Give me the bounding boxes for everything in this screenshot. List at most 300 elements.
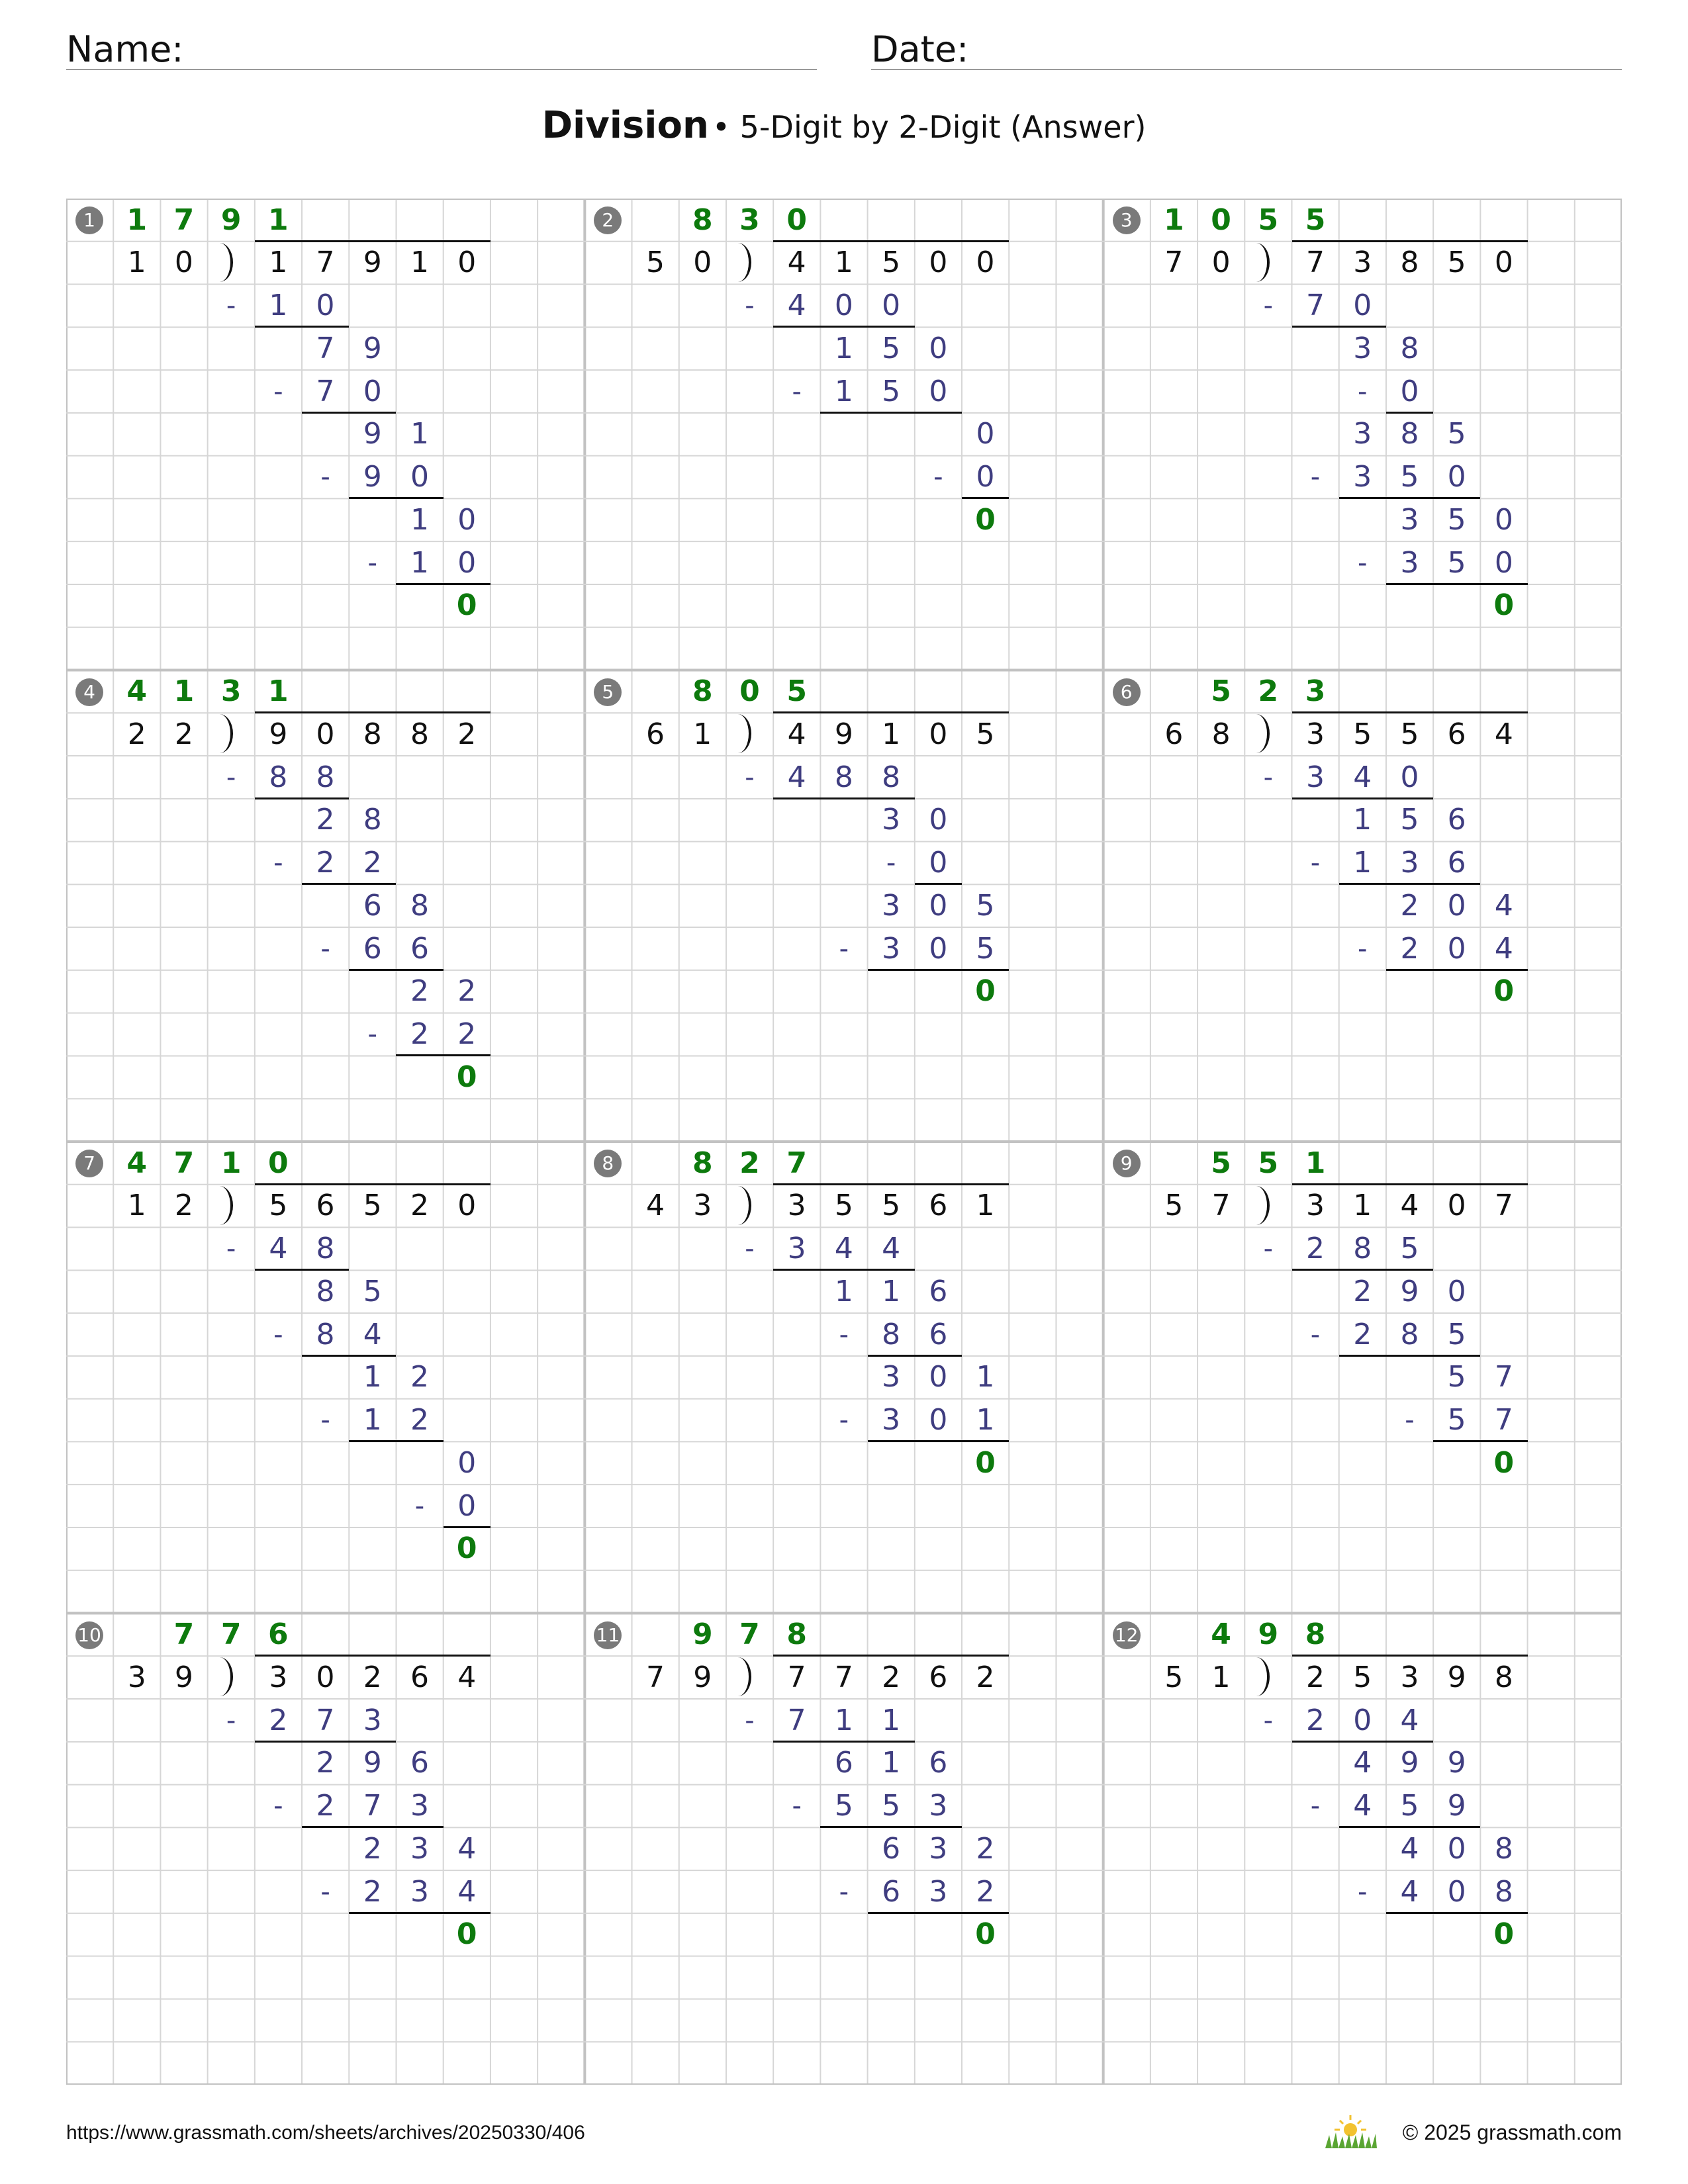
quotient-digit: 1 [268, 674, 289, 708]
dividend-digit: 5 [1400, 717, 1419, 751]
partial-dividend-digit: 4 [1400, 1831, 1419, 1866]
divisor-digit: 2 [127, 717, 146, 751]
partial-dividend-digit: 3 [882, 1360, 901, 1394]
subtrahend-digit: 6 [1447, 846, 1466, 880]
partial-dividend-digit: 3 [1353, 417, 1372, 451]
subtrahend-digit: 8 [882, 760, 901, 794]
subtrahend-digit: 3 [1400, 545, 1419, 580]
subtrahend-digit: 0 [929, 846, 948, 880]
subtrahend-digit: 6 [882, 1874, 901, 1909]
problem-number-badge: 3 [1113, 206, 1141, 234]
minus-sign: - [839, 1319, 849, 1350]
subtrahend-digit: 0 [1447, 460, 1466, 494]
partial-dividend-digit: 6 [929, 1746, 948, 1780]
divisor-digit: 0 [174, 246, 193, 280]
dividend-digit: 3 [269, 1660, 288, 1694]
minus-sign: - [745, 1234, 755, 1265]
dividend-digit: 7 [787, 1660, 806, 1694]
partial-dividend-digit: 8 [410, 888, 429, 923]
dividend-digit: 2 [457, 717, 477, 751]
subtrahend-digit: 7 [316, 1703, 335, 1737]
partial-dividend-digit: 1 [882, 1746, 901, 1780]
dividend-digit: 0 [976, 246, 995, 280]
subtrahend-digit: 7 [1306, 289, 1325, 323]
quotient-digit: 7 [173, 1617, 195, 1651]
subtrahend-digit: 2 [269, 1703, 288, 1737]
dividend-digit: 4 [1400, 1189, 1419, 1223]
subtrahend-digit: 5 [1447, 1317, 1466, 1351]
partial-dividend-digit: 0 [1447, 1831, 1466, 1866]
quotient-digit: 5 [1258, 203, 1279, 237]
subtrahend-digit: 3 [410, 1789, 429, 1823]
partial-dividend-digit: 5 [976, 888, 995, 923]
subtrahend-digit: 0 [1353, 289, 1372, 323]
minus-sign: - [226, 1234, 236, 1265]
problem-number-badge: 5 [594, 678, 622, 706]
minus-sign: - [933, 462, 943, 493]
subtrahend-digit: 0 [363, 374, 382, 408]
dividend-digit: 1 [269, 246, 288, 280]
dividend-digit: 5 [1353, 717, 1372, 751]
partial-dividend-digit: 2 [976, 1831, 995, 1866]
minus-sign: - [320, 1405, 330, 1436]
dividend-digit: 1 [882, 717, 901, 751]
partial-dividend-digit: 5 [882, 331, 901, 365]
dividend-digit: 0 [457, 246, 477, 280]
minus-sign: - [1358, 933, 1368, 964]
grass-sun-logo-icon [1324, 2113, 1377, 2148]
partial-dividend-digit: 5 [1447, 1360, 1466, 1394]
worksheet-grid [66, 199, 1622, 2085]
partial-dividend-digit: 8 [1400, 417, 1419, 451]
subtrahend-digit: 9 [1447, 1789, 1466, 1823]
partial-dividend-digit: 9 [1400, 1274, 1419, 1308]
minus-sign: - [1263, 1705, 1274, 1736]
divisor-digit: 5 [646, 246, 665, 280]
division-bar [1292, 240, 1528, 242]
minus-sign: - [839, 1405, 849, 1436]
division-bar [773, 240, 1009, 242]
remainder-digit: 0 [456, 1531, 477, 1566]
subtrahend-digit: 1 [363, 1403, 382, 1437]
partial-dividend-digit: 7 [1494, 1360, 1513, 1394]
divisor-digit: 1 [127, 246, 146, 280]
dividend-digit: 0 [316, 1660, 335, 1694]
partial-dividend-digit: 0 [1494, 502, 1513, 537]
quotient-digit: 3 [739, 203, 760, 237]
subtrahend-digit: 5 [1447, 1403, 1466, 1437]
dividend-digit: 6 [1447, 717, 1466, 751]
minus-sign: - [886, 848, 896, 879]
quotient-digit: 4 [126, 1146, 148, 1180]
partial-dividend-digit: 0 [929, 331, 948, 365]
dividend-digit: 9 [269, 717, 288, 751]
minus-sign: - [1263, 1234, 1274, 1265]
subtrahend-digit: 4 [882, 1232, 901, 1266]
dividend-digit: 5 [834, 1189, 853, 1223]
subtrahend-digit: 5 [1400, 1232, 1419, 1266]
divisor-digit: 6 [646, 717, 665, 751]
partial-dividend-digit: 4 [457, 1831, 477, 1866]
subtraction-line [349, 1440, 443, 1442]
partial-dividend-digit: 1 [882, 1274, 901, 1308]
subtrahend-digit: 4 [269, 1232, 288, 1266]
subtrahend-digit: 0 [834, 289, 853, 323]
partial-dividend-digit: 3 [410, 1831, 429, 1866]
partial-dividend-digit: 9 [1400, 1746, 1419, 1780]
remainder-digit: 0 [975, 1917, 996, 1952]
partial-dividend-digit: 0 [457, 1445, 477, 1480]
partial-dividend-digit: 2 [363, 1831, 382, 1866]
division-bar [773, 1655, 1009, 1657]
minus-sign: - [792, 1791, 802, 1822]
partial-dividend-digit: 1 [1353, 803, 1372, 837]
partial-dividend-digit: 3 [882, 888, 901, 923]
dividend-digit: 7 [1494, 1189, 1513, 1223]
dividend-digit: 7 [1306, 246, 1325, 280]
subtrahend-digit: 2 [1353, 1317, 1372, 1351]
partial-dividend-digit: 6 [1447, 803, 1466, 837]
dividend-digit: 9 [1447, 1660, 1466, 1694]
subtrahend-digit: 9 [363, 460, 382, 494]
dividend-digit: 2 [363, 1660, 382, 1694]
subtrahend-digit: 2 [316, 846, 335, 880]
subtrahend-digit: 2 [457, 1017, 477, 1052]
subtrahend-digit: 7 [787, 1703, 806, 1737]
dividend-digit: 4 [457, 1660, 477, 1694]
division-bar [773, 711, 1009, 713]
subtrahend-digit: 7 [363, 1789, 382, 1823]
partial-dividend-digit: 0 [976, 417, 995, 451]
partial-dividend-digit: 1 [834, 1274, 853, 1308]
divisor-digit: 3 [693, 1189, 712, 1223]
problem-number-badge: 10 [75, 1621, 103, 1649]
subtrahend-digit: 1 [834, 374, 853, 408]
divisor-digit: 0 [1211, 246, 1231, 280]
subtrahend-digit: 8 [1400, 1317, 1419, 1351]
dividend-digit: 5 [363, 1189, 382, 1223]
subtrahend-digit: 2 [410, 1017, 429, 1052]
subtrahend-digit: 5 [1447, 545, 1466, 580]
quotient-digit: 1 [126, 203, 148, 237]
quotient-digit: 8 [786, 1617, 807, 1651]
minus-sign: - [1358, 1876, 1368, 1907]
minus-sign: - [226, 1705, 236, 1736]
dividend-digit: 8 [410, 717, 429, 751]
quotient-digit: 4 [126, 674, 148, 708]
subtrahend-digit: 8 [1353, 1232, 1372, 1266]
dividend-digit: 4 [787, 717, 806, 751]
problem-number-badge: 2 [594, 206, 622, 234]
dividend-digit: 3 [1306, 1189, 1325, 1223]
dividend-digit: 0 [1447, 1189, 1466, 1223]
division-bar [773, 1183, 1009, 1185]
remainder-digit: 0 [456, 588, 477, 623]
partial-dividend-digit: 0 [929, 1360, 948, 1394]
division-bar [1292, 1655, 1528, 1657]
dividend-digit: 3 [787, 1189, 806, 1223]
dividend-digit: 2 [1306, 1660, 1325, 1694]
dividend-digit: 5 [882, 1189, 901, 1223]
quotient-digit: 1 [220, 1146, 242, 1180]
minus-sign: - [1310, 1791, 1321, 1822]
minus-sign: - [273, 376, 283, 407]
minus-sign: - [839, 933, 849, 964]
minus-sign: - [367, 547, 377, 578]
divisor-digit: 1 [127, 1189, 146, 1223]
quotient-digit: 0 [1211, 203, 1231, 237]
problem-number-badge: 7 [75, 1150, 103, 1177]
divisor-digit: 2 [174, 1189, 193, 1223]
problem-number-badge: 4 [75, 678, 103, 706]
remainder-digit: 0 [456, 1917, 477, 1952]
partial-dividend-digit: 5 [1447, 502, 1466, 537]
subtrahend-digit: 2 [316, 1789, 335, 1823]
quotient-digit: 8 [1305, 1617, 1326, 1651]
subtrahend-digit: 3 [882, 1403, 901, 1437]
partial-dividend-digit: 2 [316, 803, 335, 837]
partial-dividend-digit: 2 [1353, 1274, 1372, 1308]
partial-dividend-digit: 2 [410, 1360, 429, 1394]
dividend-digit: 8 [1494, 1660, 1513, 1694]
dividend-digit: 5 [1353, 1660, 1372, 1694]
minus-sign: - [745, 291, 755, 322]
name-field[interactable] [66, 23, 817, 70]
partial-dividend-digit: 1 [363, 1360, 382, 1394]
minus-sign: - [226, 291, 236, 322]
subtrahend-digit: 1 [269, 289, 288, 323]
divisor-digit: 9 [693, 1660, 712, 1694]
subtrahend-digit: 0 [1447, 931, 1466, 966]
remainder-digit: 0 [1493, 588, 1515, 623]
subtrahend-digit: 4 [1400, 1703, 1419, 1737]
subtrahend-digit: 2 [410, 1403, 429, 1437]
dividend-digit: 3 [1353, 246, 1372, 280]
subtrahend-digit: 3 [882, 931, 901, 966]
title-main: Division [541, 104, 709, 147]
division-bar [255, 240, 491, 242]
subtrahend-digit: 8 [316, 1317, 335, 1351]
quotient-digit: 1 [1305, 1146, 1326, 1180]
subtrahend-digit: 5 [1400, 1789, 1419, 1823]
partial-dividend-digit: 5 [1447, 417, 1466, 451]
division-bar [1292, 711, 1528, 713]
partial-dividend-digit: 5 [363, 1274, 382, 1308]
partial-dividend-digit: 9 [363, 1746, 382, 1780]
subtrahend-digit: 0 [410, 460, 429, 494]
partial-dividend-digit: 9 [363, 331, 382, 365]
date-field[interactable] [871, 23, 1622, 70]
page-title [0, 104, 1688, 147]
subtrahend-digit: 1 [834, 1703, 853, 1737]
quotient-digit: 7 [220, 1617, 242, 1651]
footer-copyright: © 2025 grassmath.com [1402, 2120, 1622, 2144]
subtrahend-digit: 8 [834, 760, 853, 794]
partial-dividend-digit: 0 [929, 803, 948, 837]
subtrahend-digit: 3 [929, 1874, 948, 1909]
minus-sign: - [226, 762, 236, 793]
dividend-digit: 4 [1494, 717, 1513, 751]
minus-sign: - [792, 376, 802, 407]
subtrahend-digit: 5 [882, 1789, 901, 1823]
quotient-digit: 1 [173, 674, 195, 708]
remainder-digit: 0 [1493, 974, 1515, 1009]
minus-sign: - [273, 1319, 283, 1350]
subtrahend-digit: 0 [1400, 760, 1419, 794]
remainder-digit: 0 [1493, 1917, 1515, 1952]
partial-dividend-digit: 2 [457, 974, 477, 1009]
minus-sign: - [320, 462, 330, 493]
minus-sign: - [745, 762, 755, 793]
subtrahend-digit: 4 [1494, 931, 1513, 966]
partial-dividend-digit: 6 [882, 1831, 901, 1866]
subtrahend-digit: 0 [929, 1403, 948, 1437]
subtrahend-digit: 0 [882, 289, 901, 323]
partial-dividend-digit: 3 [929, 1831, 948, 1866]
subtrahend-digit: 1 [1353, 846, 1372, 880]
dividend-digit: 7 [834, 1660, 853, 1694]
subtrahend-digit: 1 [882, 1703, 901, 1737]
subtrahend-digit: 0 [316, 289, 335, 323]
minus-sign: - [1310, 462, 1321, 493]
quotient-digit: 7 [786, 1146, 807, 1180]
subtrahend-digit: 0 [1447, 1874, 1466, 1909]
minus-sign: - [1358, 547, 1368, 578]
subtrahend-digit: 6 [363, 931, 382, 966]
quotient-digit: 7 [739, 1617, 760, 1651]
partial-dividend-digit: 8 [1494, 1831, 1513, 1866]
divisor-digit: 5 [1164, 1660, 1184, 1694]
partial-dividend-digit: 2 [1400, 888, 1419, 923]
subtrahend-digit: 2 [363, 846, 382, 880]
quotient-digit: 9 [692, 1617, 713, 1651]
quotient-digit: 8 [692, 674, 713, 708]
quotient-digit: 2 [1258, 674, 1279, 708]
partial-dividend-digit: 1 [976, 1360, 995, 1394]
divisor-digit: 0 [693, 246, 712, 280]
subtrahend-digit: 5 [976, 931, 995, 966]
partial-dividend-digit: 8 [1400, 331, 1419, 365]
minus-sign: - [273, 1791, 283, 1822]
divisor-digit: 5 [1164, 1189, 1184, 1223]
minus-sign: - [320, 933, 330, 964]
name-label: Name: [66, 28, 184, 70]
subtrahend-digit: 8 [882, 1317, 901, 1351]
subtrahend-digit: 2 [1306, 1703, 1325, 1737]
subtrahend-digit: 8 [269, 760, 288, 794]
subtrahend-digit: 2 [363, 1874, 382, 1909]
subtrahend-digit: 3 [929, 1789, 948, 1823]
quotient-digit: 2 [739, 1146, 760, 1180]
divisor-digit: 7 [1211, 1189, 1231, 1223]
subtrahend-digit: 3 [1400, 846, 1419, 880]
partial-dividend-digit: 0 [1447, 888, 1466, 923]
minus-sign: - [745, 1705, 755, 1736]
partial-dividend-digit: 3 [1353, 331, 1372, 365]
partial-dividend-digit: 0 [457, 502, 477, 537]
quotient-digit: 5 [1258, 1146, 1279, 1180]
date-label: Date: [871, 28, 969, 70]
quotient-digit: 5 [1211, 1146, 1231, 1180]
dividend-digit: 6 [410, 1660, 429, 1694]
quotient-digit: 1 [1164, 203, 1184, 237]
quotient-digit: 9 [1258, 1617, 1279, 1651]
subtrahend-digit: 4 [457, 1874, 477, 1909]
remainder-digit: 0 [975, 502, 996, 537]
subtrahend-digit: 4 [1400, 1874, 1419, 1909]
dividend-digit: 8 [1400, 246, 1419, 280]
quotient-digit: 5 [1305, 203, 1326, 237]
quotient-digit: 0 [739, 674, 760, 708]
subtrahend-digit: 0 [457, 545, 477, 580]
division-bar [255, 1183, 491, 1185]
minus-sign: - [1310, 848, 1321, 879]
subtrahend-digit: 0 [457, 1488, 477, 1523]
division-bar [1292, 1183, 1528, 1185]
footer-url: https://www.grassmath.com/sheets/archives/20250330/406 [66, 2122, 585, 2144]
subtrahend-digit: 5 [1400, 460, 1419, 494]
divisor-digit: 6 [1164, 717, 1184, 751]
partial-dividend-digit: 4 [1494, 888, 1513, 923]
minus-sign: - [414, 1490, 425, 1522]
problem-number-badge: 6 [1113, 678, 1141, 706]
dividend-digit: 0 [457, 1189, 477, 1223]
minus-sign: - [320, 1876, 330, 1907]
division-bar [255, 711, 491, 713]
subtrahend-digit: 6 [410, 931, 429, 966]
subtrahend-digit: 4 [787, 289, 806, 323]
partial-dividend-digit: 2 [410, 974, 429, 1009]
minus-sign: - [1405, 1405, 1415, 1436]
subtrahend-digit: 3 [363, 1703, 382, 1737]
subtrahend-digit: 3 [787, 1232, 806, 1266]
divisor-digit: 8 [1211, 717, 1231, 751]
dividend-digit: 8 [363, 717, 382, 751]
quotient-digit: 3 [1305, 674, 1326, 708]
divisor-digit: 7 [646, 1660, 665, 1694]
dividend-digit: 2 [976, 1660, 995, 1694]
subtrahend-digit: 4 [1353, 1789, 1372, 1823]
divisor-digit: 3 [127, 1660, 146, 1694]
subtrahend-digit: 0 [976, 460, 995, 494]
dividend-digit: 1 [976, 1189, 995, 1223]
dividend-digit: 1 [834, 246, 853, 280]
subtrahend-digit: 0 [1494, 545, 1513, 580]
quotient-digit: 6 [268, 1617, 289, 1651]
subtrahend-digit: 3 [410, 1874, 429, 1909]
dividend-digit: 3 [1306, 717, 1325, 751]
divisor-digit: 1 [693, 717, 712, 751]
quotient-digit: 8 [692, 203, 713, 237]
subtrahend-digit: 0 [1400, 374, 1419, 408]
partial-dividend-digit: 6 [929, 1274, 948, 1308]
dividend-digit: 7 [316, 246, 335, 280]
problem-number-badge: 1 [75, 206, 103, 234]
quotient-digit: 9 [220, 203, 242, 237]
remainder-digit: 0 [1493, 1445, 1515, 1480]
subtrahend-digit: 4 [363, 1317, 382, 1351]
partial-dividend-digit: 3 [1400, 502, 1419, 537]
problem-number-badge: 9 [1113, 1150, 1141, 1177]
dividend-digit: 6 [316, 1189, 335, 1223]
subtrahend-digit: 4 [1353, 760, 1372, 794]
divisor-digit: 1 [1211, 1660, 1231, 1694]
dividend-digit: 1 [1353, 1189, 1372, 1223]
minus-sign: - [273, 848, 283, 879]
quotient-digit: 4 [1211, 1617, 1231, 1651]
partial-dividend-digit: 1 [834, 331, 853, 365]
partial-dividend-digit: 1 [410, 417, 429, 451]
